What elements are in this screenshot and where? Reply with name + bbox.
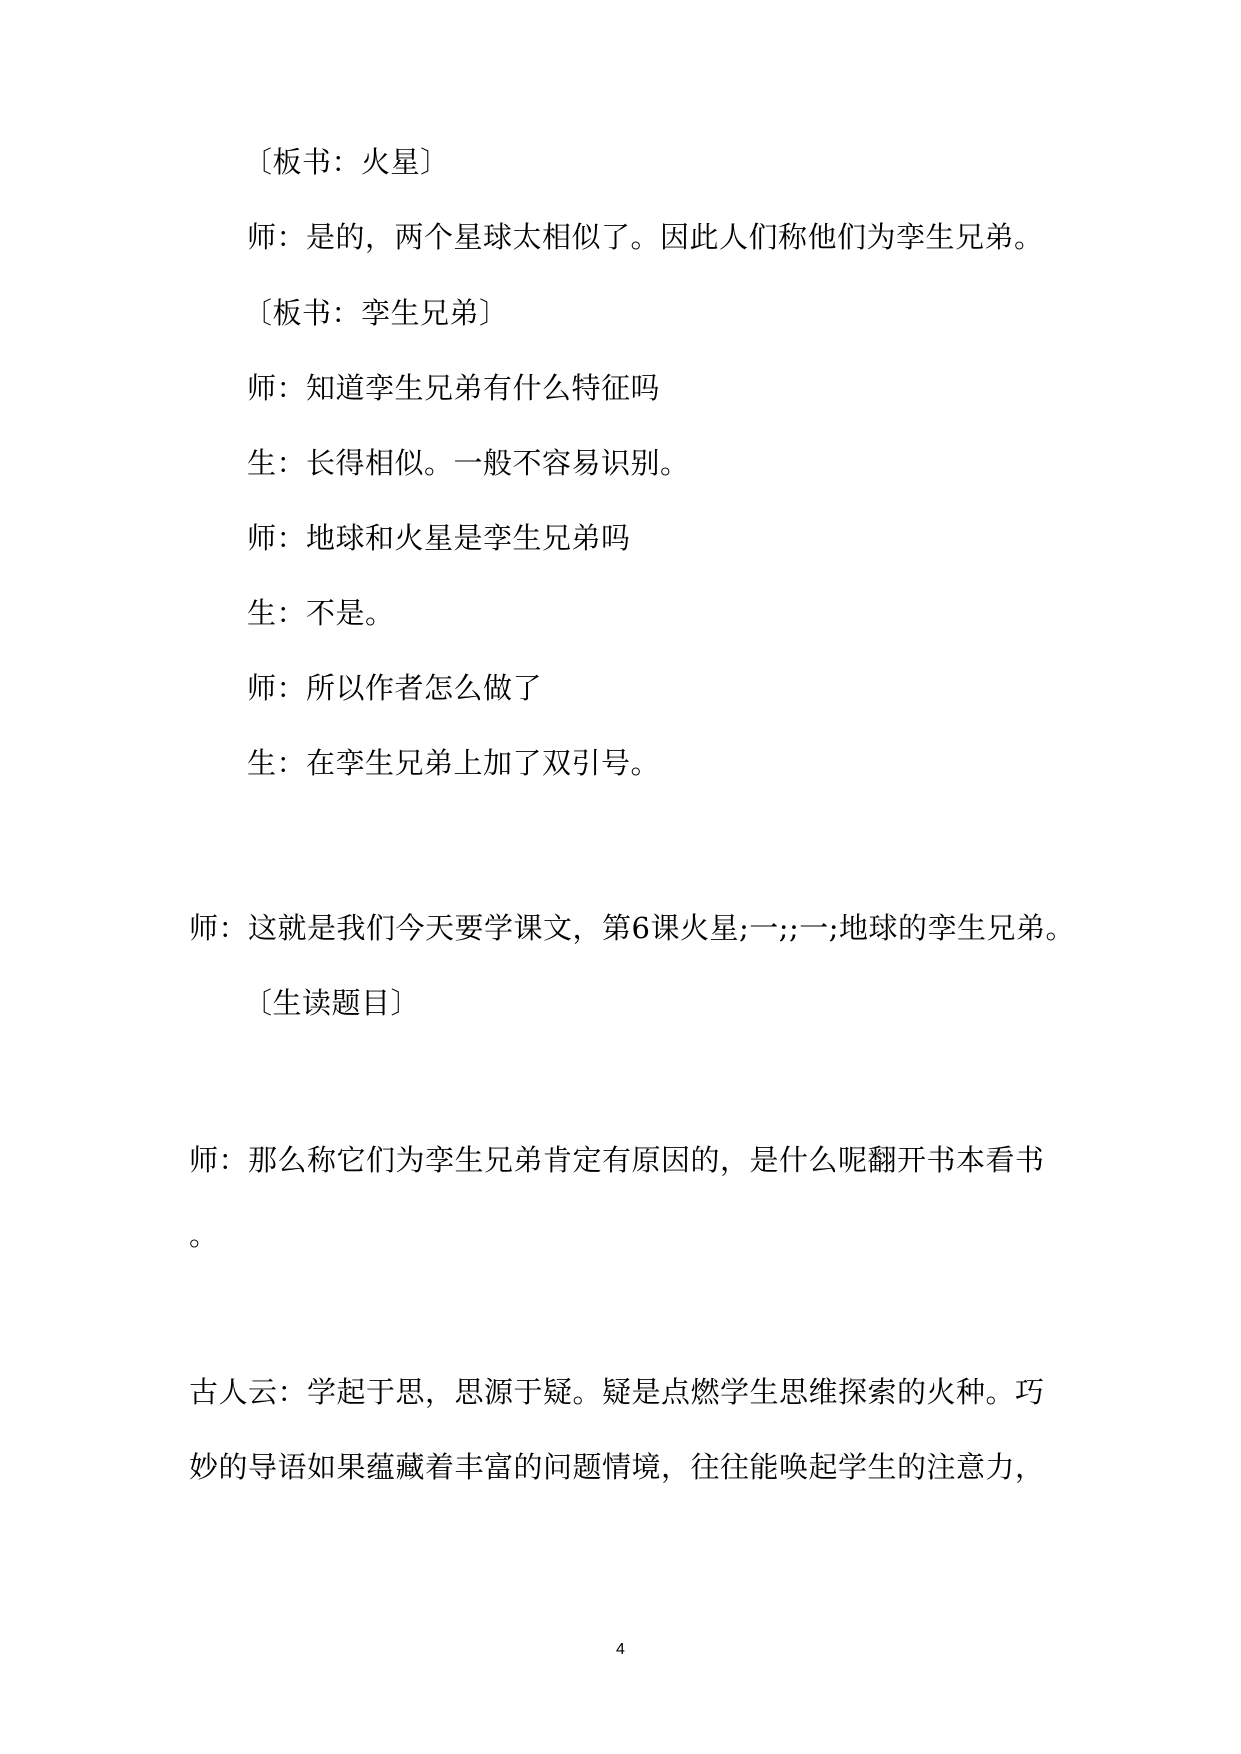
student-line: 生：不是。 <box>247 596 395 630</box>
page-number: 4 <box>616 1641 625 1658</box>
continuation-line: 。 <box>189 1218 219 1252</box>
board-note-mars: 〔板书：火星〕 <box>243 145 450 179</box>
teacher-line: 师：地球和火星是孪生兄弟吗 <box>247 521 631 555</box>
teacher-line: 师：这就是我们今天要学课文，第6课火星;一;;一;地球的孪生兄弟。 <box>189 911 1076 945</box>
commentary-line: 妙的导语如果蕴藏着丰富的问题情境，往往能唤起学生的注意力， <box>189 1450 1045 1484</box>
student-line: 生：在孪生兄弟上加了双引号。 <box>247 746 661 780</box>
teacher-line: 师：所以作者怎么做了 <box>247 671 543 705</box>
teacher-line: 师：知道孪生兄弟有什么特征吗 <box>247 371 661 405</box>
commentary-line: 古人云：学起于思，思源于疑。疑是点燃学生思维探索的火种。巧 <box>189 1375 1045 1409</box>
stage-note: 〔生读题目〕 <box>243 986 421 1020</box>
student-line: 生：长得相似。一般不容易识别。 <box>247 446 690 480</box>
board-note-twins: 〔板书：孪生兄弟〕 <box>243 296 509 330</box>
teacher-line: 师：是的，两个星球太相似了。因此人们称他们为孪生兄弟。 <box>247 220 1044 254</box>
teacher-line: 师：那么称它们为孪生兄弟肯定有原因的，是什么呢翻开书本看书 <box>189 1143 1045 1177</box>
